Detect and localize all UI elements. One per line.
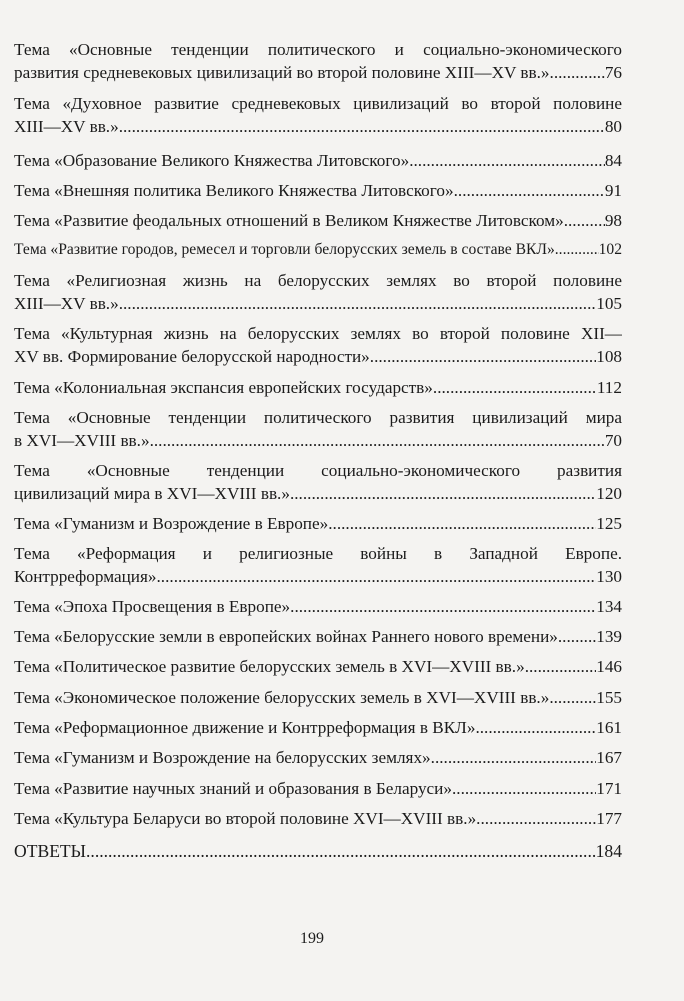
toc-entry-text: XIII—XV вв.»	[14, 294, 119, 313]
toc-page-number: 84	[604, 151, 622, 170]
toc-page-number: 161	[596, 718, 622, 737]
leader-dots	[475, 716, 596, 739]
toc-entry-text: Тема «Культурная жизнь на белорусских землях во второй половине XII—	[14, 324, 622, 343]
leader-dots	[370, 345, 596, 368]
toc-page-number: 120	[596, 484, 622, 503]
toc-entry-text: XV вв. Формирование белорусской народности»	[14, 347, 370, 366]
toc-entry-text: Тема «Эпоха Просвещения в Европе»	[14, 597, 291, 616]
toc-entry	[14, 209, 622, 232]
leader-dots	[328, 512, 596, 535]
leader-dots	[525, 655, 597, 678]
toc-entry-text: Тема «Духовное развитие средневековых цивилизаций во второй половине	[14, 94, 622, 113]
toc-entry	[14, 92, 622, 138]
toc-entry	[14, 625, 622, 648]
leader-dots	[150, 429, 605, 452]
toc-entry-text: Тема «Внешняя политика Великого Княжества Литовского»	[14, 181, 454, 200]
toc-page-number: 177	[596, 809, 622, 828]
toc-entry	[14, 595, 622, 618]
toc-page-number: 70	[604, 431, 622, 450]
toc-entry-text: Тема «Основные тенденции социально-экономического развития	[14, 461, 622, 480]
toc-entry	[14, 807, 622, 830]
leader-dots	[290, 482, 596, 505]
toc-page-number: 155	[596, 688, 622, 707]
toc-page-number: 102	[598, 241, 622, 258]
toc-page-number: 76	[604, 63, 622, 82]
toc-entry-text: Тема «Развитие научных знаний и образования в Беларуси»	[14, 779, 452, 798]
toc-entry-text: Тема «Образование Великого Княжества Литовского»	[14, 151, 410, 170]
toc-entry-text: развития средневековых цивилизаций во второй половине XIII—XV вв.»	[14, 63, 550, 82]
toc-page-number: 125	[596, 514, 622, 533]
toc-entry-text: Тема «Основные тенденции политического и социально-экономического	[14, 40, 622, 59]
toc-entry	[14, 686, 622, 709]
leader-dots	[290, 595, 596, 618]
toc-entry	[14, 459, 622, 505]
toc-entry	[14, 149, 622, 172]
toc-entry-text: Тема «Белорусские земли в европейских войнах Раннего нового времени»	[14, 627, 558, 646]
toc-entry	[14, 542, 622, 588]
toc-page-number: 167	[596, 748, 622, 767]
toc-entry-text: Тема «Развитие феодальных отношений в Великом Княжестве Литовском»	[14, 211, 564, 230]
leader-dots	[431, 746, 597, 769]
toc-entry-text: Тема «Основные тенденции политического развития цивилизаций мира	[14, 408, 622, 427]
toc-entry-text: Тема «Реформация и религиозные войны в Западной Европе.	[14, 544, 622, 563]
leader-dots	[452, 777, 596, 800]
toc-page-number: 98	[604, 211, 622, 230]
toc-entry	[14, 746, 622, 769]
toc-entry	[14, 406, 622, 452]
toc-page-number: 130	[596, 567, 622, 586]
toc-page-number: 146	[596, 657, 622, 676]
toc-entry-text: Контрреформация»	[14, 567, 157, 586]
toc-entry	[14, 238, 622, 261]
leader-dots	[454, 179, 605, 202]
toc-entry	[14, 376, 622, 399]
leader-dots	[157, 565, 597, 588]
toc-entry-text: Тема «Развитие городов, ремесел и торговли белорусских земель в составе ВКЛ»	[14, 241, 555, 258]
leader-dots	[409, 149, 605, 172]
toc-entry	[14, 512, 622, 535]
leader-dots	[433, 376, 597, 399]
leader-dots	[555, 238, 599, 261]
toc-entry-text: XIII—XV вв.»	[14, 117, 119, 136]
toc-entry-text: в XVI—XVIII вв.»	[14, 431, 150, 450]
toc-entry-text: Тема «Религиозная жизнь на белорусских землях во второй половине	[14, 271, 622, 290]
toc-entry	[14, 179, 622, 202]
toc-page-number: 91	[604, 181, 622, 200]
toc-entry-answers	[14, 840, 622, 863]
toc-page-number: 134	[596, 597, 622, 616]
toc-page-number: 112	[596, 378, 622, 397]
toc-entry-text: ОТВЕТЫ	[14, 841, 87, 861]
toc-page-number: 105	[596, 294, 622, 313]
toc-entry	[14, 269, 622, 315]
leader-dots	[564, 209, 605, 232]
leader-dots	[550, 61, 605, 84]
toc-entry	[14, 322, 622, 368]
toc-page-number: 108	[596, 347, 622, 366]
toc-entry-text: Тема «Политическое развитие белорусских земель в XVI—XVIII вв.»	[14, 657, 525, 676]
leader-dots	[119, 292, 597, 315]
toc-entry	[14, 716, 622, 739]
toc-entry	[14, 655, 622, 678]
toc-entry-text: цивилизаций мира в XVI—XVIII вв.»	[14, 484, 290, 503]
page-number: 199	[300, 930, 324, 947]
toc-entry-text: Тема «Экономическое положение белорусских земель в XVI—XVIII вв.»	[14, 688, 550, 707]
leader-dots	[119, 115, 605, 138]
toc-entry-text: Тема «Культура Беларуси во второй половине XVI—XVIII вв.»	[14, 809, 477, 828]
table-of-contents	[14, 38, 622, 861]
toc-entry-text: Тема «Колониальная экспансия европейских государств»	[14, 378, 433, 397]
toc-entry-text: Тема «Гуманизм и Возрождение на белорусских землях»	[14, 748, 431, 767]
toc-entry	[14, 777, 622, 800]
toc-page-number: 184	[595, 841, 622, 861]
leader-dots	[476, 807, 596, 830]
leader-dots	[549, 686, 596, 709]
toc-entry-text: Тема «Реформационное движение и Контрреформация в ВКЛ»	[14, 718, 476, 737]
leader-dots	[86, 840, 596, 863]
toc-entry	[14, 38, 622, 84]
toc-entry-text: Тема «Гуманизм и Возрождение в Европе»	[14, 514, 329, 533]
toc-page-number: 80	[604, 117, 622, 136]
toc-page-number: 139	[596, 627, 622, 646]
toc-page-number: 171	[596, 779, 622, 798]
leader-dots	[558, 625, 596, 648]
